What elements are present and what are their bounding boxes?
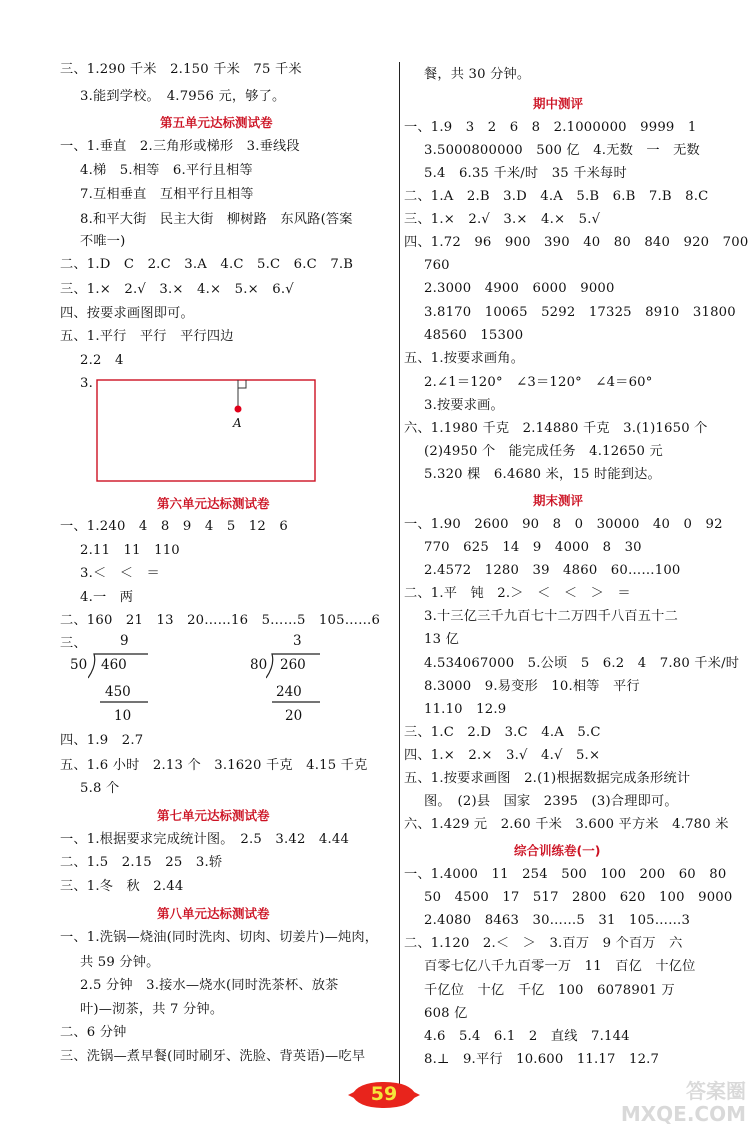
column-divider	[399, 62, 400, 1090]
answer-line: 3.	[80, 376, 93, 391]
answer-line: 3.十三亿三千九百七十二万四千八百五十二	[424, 609, 678, 624]
answer-line: 三、洗锅—煮早餐(同时刷牙、洗脸、背英语)—吃早	[60, 1049, 366, 1064]
watermark-text: 答案圈 MXQE.COM	[620, 1079, 746, 1126]
answer-line: 760	[424, 258, 450, 273]
answer-line: 2.5 分钟 3.接水—烧水(同时洗茶杯、放茶	[80, 978, 339, 993]
answer-line: 共 59 分钟。	[80, 955, 160, 970]
point-label: A	[233, 416, 242, 430]
answer-line: 餐，共 30 分钟。	[424, 67, 531, 82]
answer-line: 六、1.1980 千克 2.14880 千克 3.(1)1650 个	[404, 421, 708, 436]
answer-line: 5.320 棵 6.4680 米，15 时能到达。	[424, 467, 661, 482]
product: 240	[276, 684, 302, 700]
answer-line: 百零七亿八千九百零一万 11 百亿 十亿位	[424, 959, 696, 974]
answer-line: 二、1.120 2.＜ ＞ 3.百万 9 个百万 六	[404, 936, 683, 951]
rectangle-figure	[96, 376, 326, 486]
divisor: 80	[250, 657, 268, 673]
section-title-comprehensive1: 综合训练卷(一)	[514, 843, 601, 858]
answer-line: (2)4950 个 能完成任务 4.12650 元	[424, 444, 663, 459]
answer-line: 770 625 14 9 4000 8 30	[424, 540, 642, 555]
dividend: 260	[280, 657, 306, 673]
page-number-badge	[348, 1079, 420, 1111]
answer-line: 五、1.6 小时 2.13 个 3.1620 千克 4.15 千克	[60, 758, 368, 773]
answer-line: 3.＜ ＜ ＝	[80, 566, 160, 581]
answer-line: 一、1.240 4 8 9 4 5 12 6	[60, 519, 288, 534]
answer-line: 六、1.429 元 2.60 千米 3.600 平方米 4.780 米	[404, 817, 729, 832]
answer-line: 五、1.按要求画角。	[404, 351, 525, 366]
answer-line: 50 4500 17 517 2800 620 100 9000	[424, 890, 733, 905]
answer-line: 三、1.冬 秋 2.44	[60, 879, 184, 894]
answer-line: 二、160 21 13 20……16 5……5 105……6	[60, 613, 381, 628]
answer-line: 一、1.洗锅—烧油(同时洗肉、切肉、切姜片)—炖肉，	[60, 930, 379, 945]
section-title-unit7: 第七单元达标测试卷	[157, 808, 270, 823]
section-title-unit8: 第八单元达标测试卷	[157, 906, 270, 921]
answer-line: 4.一 两	[80, 590, 134, 605]
answer-line: 四、1.72 96 900 390 40 80 840 920 700	[404, 235, 749, 250]
answer-line: 5.8 个	[80, 781, 120, 796]
answer-line: 三、1.290 千米 2.150 千米 75 千米	[60, 62, 302, 77]
watermark-logo	[596, 1080, 748, 1130]
answer-line: 不唯一)	[80, 234, 126, 249]
product: 450	[105, 684, 131, 700]
answer-line: 13 亿	[424, 632, 459, 647]
answer-line: 一、1.垂直 2.三角形或梯形 3.垂线段	[60, 139, 300, 154]
answer-line: 一、1.9 3 2 6 8 2.1000000 9999 1	[404, 120, 697, 135]
answer-line: 2.4572 1280 39 4860 60……100	[424, 563, 681, 578]
answer-line: 二、1.5 2.15 25 3.轿	[60, 855, 223, 870]
answer-line: 2.11 11 110	[80, 543, 180, 558]
answer-line: 2.∠1＝120° ∠3＝120° ∠4＝60°	[424, 375, 653, 390]
answer-line: 一、1.4000 11 254 500 100 200 60 80	[404, 867, 727, 882]
answer-line: 2.2 4	[80, 353, 124, 368]
answer-line: 7.互相垂直 互相平行且相等	[80, 187, 254, 202]
answer-line: 11.10 12.9	[424, 702, 507, 717]
remainder: 10	[114, 708, 132, 724]
answer-line: 3.按要求画。	[424, 398, 504, 413]
section-title-midterm: 期中测评	[533, 96, 584, 111]
answer-line: 48560 15300	[424, 328, 524, 343]
section-title-unit5: 第五单元达标测试卷	[160, 115, 273, 130]
answer-line: 5.4 6.35 千米/时 35 千米每时	[424, 166, 627, 181]
answer-line: 三、1.× 2.√ 3.× 4.× 5.√	[404, 212, 601, 227]
divisor: 50	[70, 657, 88, 673]
answer-line: 二、6 分钟	[60, 1025, 127, 1040]
quotient: 3	[293, 633, 302, 649]
section-title-final: 期末测评	[533, 493, 584, 508]
answer-line: 叶)—沏茶，共 7 分钟。	[80, 1002, 224, 1017]
answer-line: 三、	[60, 636, 87, 651]
answer-line: 3.能到学校。 4.7956 元，够了。	[80, 89, 286, 104]
answer-line: 千亿位 十亿 千亿 100 6078901 万	[424, 983, 675, 998]
answer-line: 二、1.A 2.B 3.D 4.A 5.B 6.B 7.B 8.C	[404, 189, 709, 204]
answer-line: 一、1.90 2600 90 8 0 30000 40 0 92	[404, 517, 723, 532]
answer-line: 四、1.× 2.× 3.√ 4.√ 5.×	[404, 748, 601, 763]
section-title-unit6: 第六单元达标测试卷	[157, 496, 270, 511]
answer-line: 4.6 5.4 6.1 2 直线 7.144	[424, 1029, 630, 1044]
answer-line: 四、1.9 2.7	[60, 733, 144, 748]
answer-line: 五、1.平行 平行 平行四边	[60, 329, 234, 344]
answer-line: 8.⊥ 9.平行 10.600 11.17 12.7	[424, 1052, 660, 1067]
answer-line: 二、1.D C 2.C 3.A 4.C 5.C 6.C 7.B	[60, 257, 354, 272]
answer-line: 一、1.根据要求完成统计图。 2.5 3.42 4.44	[60, 832, 350, 847]
remainder: 20	[285, 708, 303, 724]
answer-line: 4.梯 5.相等 6.平行且相等	[80, 163, 253, 178]
answer-line: 2.4080 8463 30……5 31 105……3	[424, 913, 691, 928]
answer-line: 3.5000800000 500 亿 4.无数 一 无数	[424, 143, 700, 158]
dividend: 460	[101, 657, 127, 673]
answer-line: 五、1.按要求画图 2.(1)根据数据完成条形统计	[404, 771, 691, 786]
answer-line: 8.和平大街 民主大街 柳树路 东风路(答案	[80, 212, 353, 227]
page-number: 59	[370, 1083, 398, 1105]
answer-line: 三、1.C 2.D 3.C 4.A 5.C	[404, 725, 601, 740]
answer-line: 608 亿	[424, 1006, 468, 1021]
answer-line: 图。 (2)县 国家 2395 (3)合理即可。	[424, 794, 678, 809]
quotient: 9	[120, 633, 129, 649]
answer-line: 三、1.× 2.√ 3.× 4.× 5.× 6.√	[60, 282, 294, 297]
answer-line: 3.8170 10065 5292 17325 8910 31800	[424, 305, 736, 320]
answer-line: 4.534067000 5.公顷 5 6.2 4 7.80 千米/时	[424, 656, 740, 671]
answer-line: 二、1.平 钝 2.＞ ＜ ＜ ＞ ＝	[404, 586, 631, 601]
answer-line: 2.3000 4900 6000 9000	[424, 281, 615, 296]
answer-line: 8.3000 9.易变形 10.相等 平行	[424, 679, 640, 694]
answer-line: 四、按要求画图即可。	[60, 306, 194, 321]
